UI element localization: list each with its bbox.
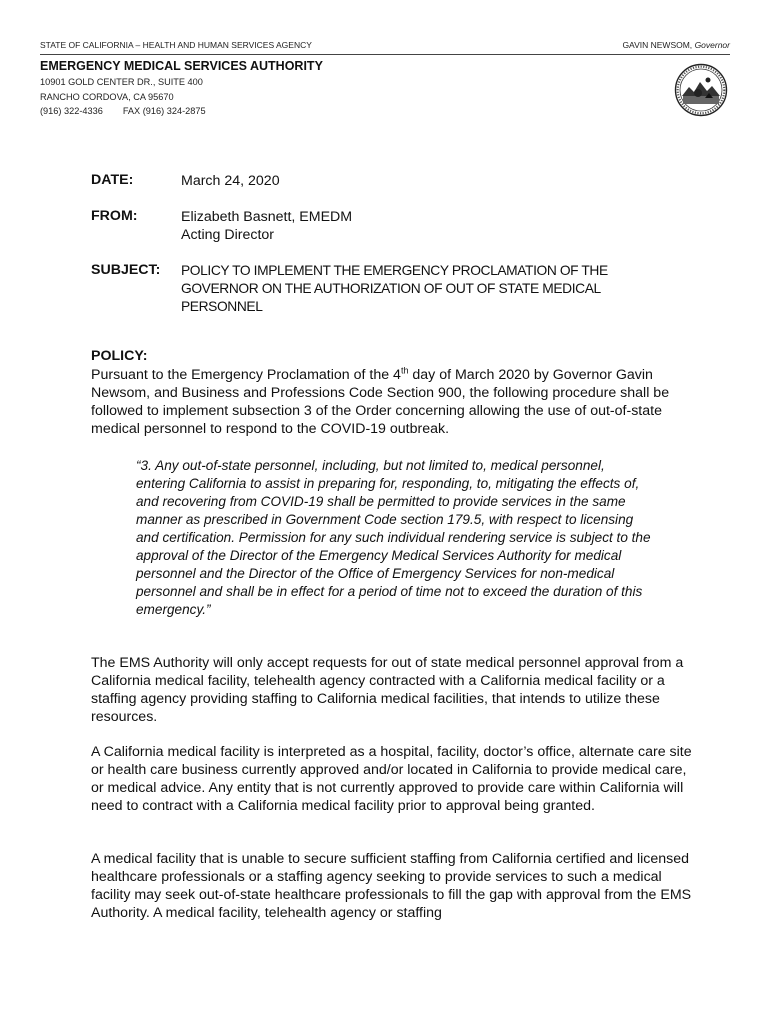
phone-number: (916) 322-4336 — [40, 106, 103, 116]
letterhead-top-line — [40, 40, 730, 55]
department-name: STATE OF CALIFORNIA – HEALTH AND HUMAN SERVICES AGENCY — [40, 40, 312, 50]
paragraph-facility-definition: A California medical facility is interpreted as a hospital, facility, doctor’s office, alternate care site or health care business currently approved and/or located in California to provide medical care, or medical advice. Any entity that is not currently approved to provide care within California will need to contract with a California medical facility prior to approval being granted. — [91, 744, 692, 814]
paragraph-staffing: A medical facility that is unable to secure sufficient staffing from California certified and licensed healthcare professionals or a staffing agency seeking to provide services to such a medical facility may seek out-of-state healthcare professionals to fill the gap with approval from the EMS Authority. A medical facility, telehealth agency or staffing — [91, 851, 692, 921]
fax-number: FAX (916) 324-2875 — [122, 106, 206, 116]
governor-credit — [622, 40, 730, 50]
subject-label: SUBJECT: — [91, 262, 161, 278]
agency-name: EMERGENCY MEDICAL SERVICES AUTHORITY — [40, 59, 323, 73]
address-line-1: 10901 GOLD CENTER DR., SUITE 400 — [40, 77, 203, 87]
policy-heading: POLICY: — [91, 348, 148, 364]
governor-name: GAVIN NEWSOM, — [622, 40, 693, 50]
intro-text-end: day of March 2020 by Governor Gavin Newsom, and Business and Professions Code Section 900, the following procedure shall be followed to implement subsection 3 of the Order concerning allowing the use of out-of-state medical personnel to respond to the COVID-19 outbreak. — [91, 367, 670, 437]
from-value: Elizabeth Basnett, EMEDM Acting Director — [181, 209, 353, 243]
subject-value: POLICY TO IMPLEMENT THE EMERGENCY PROCLAMATION OF THE GOVERNOR ON THE AUTHORIZATION OF OUT OF STATE MEDICAL PERSONNEL — [181, 263, 608, 314]
order-quote: “3. Any out-of-state personnel, including, but not limited to, medical personnel, entering California to assist in preparing for, responding, to, mitigating the effects of, and recovering from COVID-19 shall be permitted to provide services in the same manner as prescribed in Government Code section 179.5, with respect to licensing and certification. Permission for any such individual rendering service is subject to the approval of the Director of the Emergency Medical Services Authority for medical personnel and the Director of the Office of Emergency Services for non-medical personnel and shall be in effect for a period of time not to exceed the duration of this emergency.” — [136, 458, 651, 617]
paragraph-requests: The EMS Authority will only accept requests for out of state medical personnel approval from a California medical facility, telehealth agency contracted with a California medical facility or a staffing agency providing staffing to California medical facilities, that intends to utilize these resources. — [91, 655, 684, 725]
policy-intro-paragraph — [91, 366, 701, 438]
state-seal-icon — [674, 63, 728, 117]
date-value: March 24, 2020 — [181, 173, 280, 189]
from-label: FROM: — [91, 208, 138, 224]
ordinal-superscript: th — [400, 365, 409, 376]
address-line-2: RANCHO CORDOVA, CA 95670 — [40, 92, 174, 102]
header-rule — [40, 54, 730, 55]
date-label: DATE: — [91, 172, 134, 188]
contact-numbers — [40, 106, 206, 116]
intro-text-start: Pursuant to the Emergency Proclamation of the 4 — [91, 367, 401, 383]
governor-title: Governor — [694, 40, 730, 50]
